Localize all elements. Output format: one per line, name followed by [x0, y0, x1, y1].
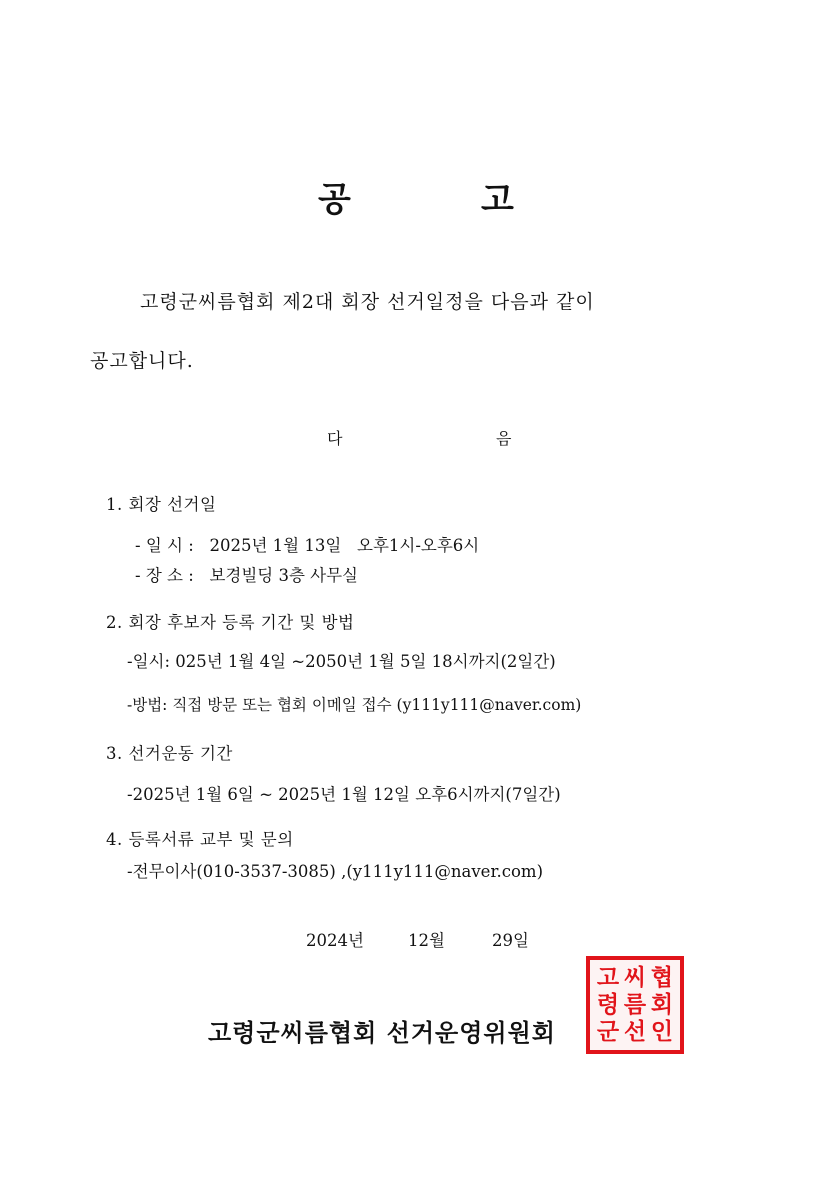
section-1-item-2: - 장 소 : 보경빌딩 3층 사무실	[135, 566, 358, 585]
heading-left-char: 다	[327, 429, 343, 448]
section-3-heading: 3. 선거운동 기간	[106, 744, 233, 763]
section-4-heading: 4. 등록서류 교부 및 문의	[106, 830, 294, 849]
section-2-heading: 2. 회장 후보자 등록 기간 및 방법	[106, 613, 355, 632]
heading-right-char: 음	[496, 429, 512, 448]
intro-line-2: 공고합니다.	[90, 350, 194, 372]
seal-glyph: 름	[623, 991, 647, 1018]
seal-glyph: 선	[623, 1018, 647, 1045]
date-year: 2024년	[306, 931, 364, 950]
seal-glyph: 씨	[623, 964, 647, 991]
date-day: 29일	[492, 931, 529, 950]
title-left-char: 공	[318, 180, 351, 220]
intro-line-1: 고령군씨름협회 제2대 회장 선거일정을 다음과 같이	[140, 291, 595, 313]
section-4-item-1: -전무이사(010-3537-3085) ,(y111y111@naver.com)	[127, 862, 544, 881]
seal-glyph: 회	[650, 991, 674, 1018]
official-seal-stamp	[586, 956, 684, 1054]
title-right-char: 고	[481, 180, 514, 220]
section-2-item-2: -방법: 직접 방문 또는 협회 이메일 접수 (y111y111@naver.com)	[127, 696, 582, 714]
section-3-item-1: -2025년 1월 6일 ~ 2025년 1월 12일 오후6시까지(7일간)	[127, 785, 561, 804]
seal-glyph: 군	[596, 1018, 620, 1045]
organization-name: 고령군씨름협회 선거운영위원회	[208, 1018, 556, 1047]
section-2-item-1: -일시: 025년 1월 4일 ~2050년 1월 5일 18시까지(2일간)	[127, 652, 556, 671]
seal-glyph: 고	[596, 964, 620, 991]
seal-glyph: 인	[650, 1018, 674, 1045]
date-month: 12월	[408, 931, 445, 950]
seal-glyph: 협	[650, 964, 674, 991]
section-1-heading: 1. 회장 선거일	[106, 495, 217, 514]
seal-glyph: 령	[596, 991, 620, 1018]
section-1-item-1: - 일 시 : 2025년 1월 13일 오후1시-오후6시	[135, 536, 480, 555]
